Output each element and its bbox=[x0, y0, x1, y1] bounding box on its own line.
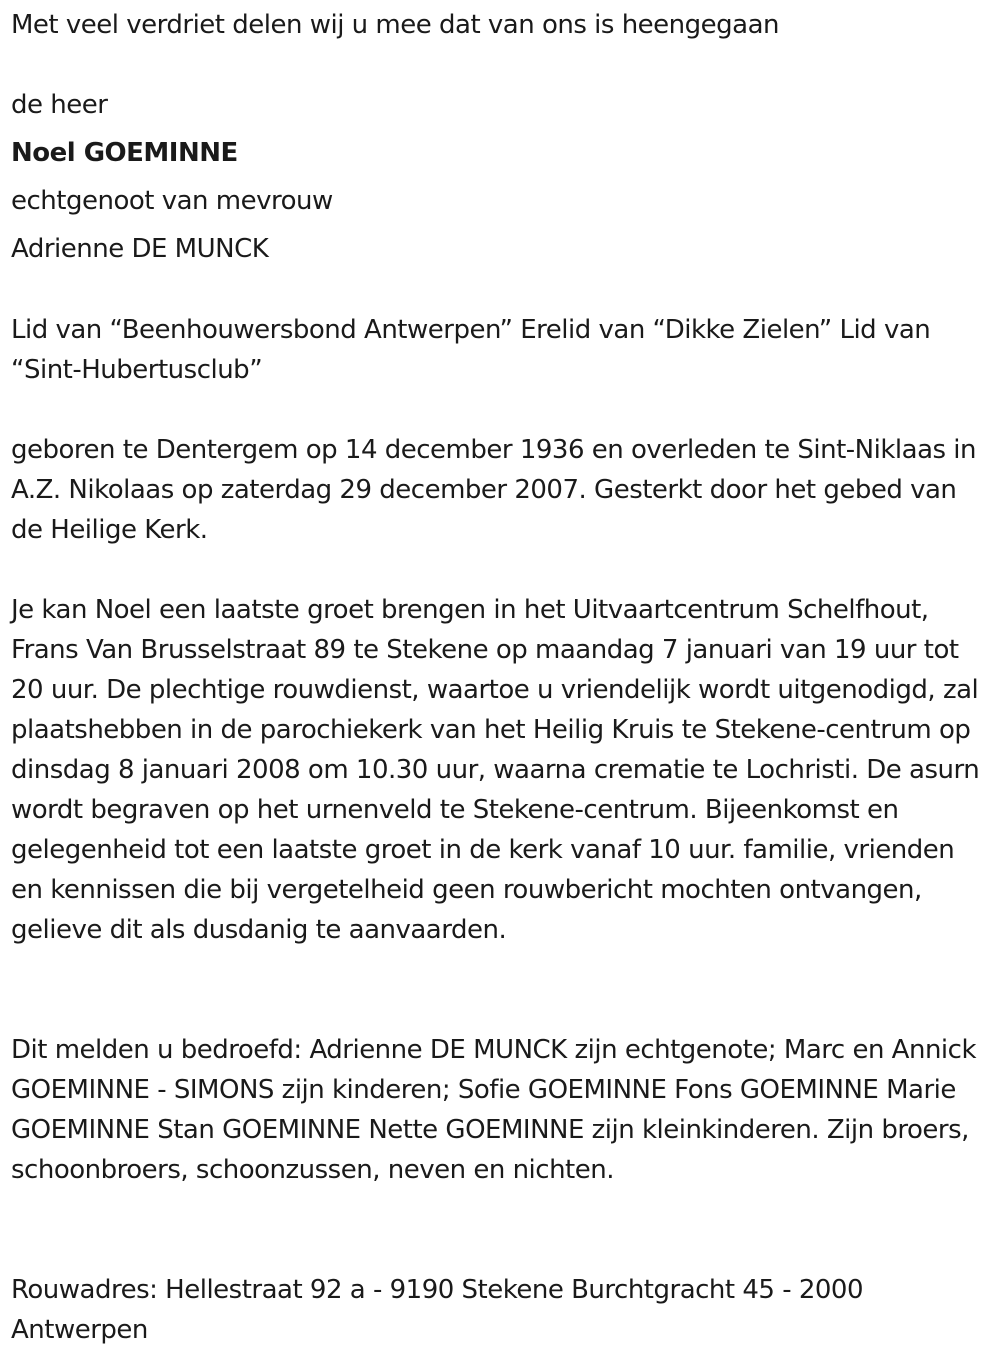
spouse-name: Adrienne DE MUNCK bbox=[11, 234, 269, 264]
memberships-paragraph: Lid van “Beenhouwersbond Antwerpen” Erelid van “Dikke Zielen” Lid van “Sint-Hubertusclub” bbox=[11, 315, 931, 385]
birth-death-paragraph: geboren te Dentergem op 14 december 1936 en overleden te Sint-Niklaas in A.Z. Nikolaas op zaterdag 29 december 2007. Gesterkt door het gebed van de Heilige Kerk. bbox=[11, 435, 977, 545]
intro-text: Met veel verdriet delen wij u mee dat van ons is heengegaan bbox=[11, 10, 779, 40]
salutation: de heer bbox=[11, 90, 108, 120]
relation-text: echtgenoot van mevrouw bbox=[11, 186, 333, 216]
deceased-name: Noel GOEMINNE bbox=[11, 138, 238, 168]
family-paragraph: Dit melden u bedroefd: Adrienne DE MUNCK zijn echtgenote; Marc en Annick GOEMINNE - SIMONS zijn kinderen; Sofie GOEMINNE Fons GOEMINNE Marie GOEMINNE Stan GOEMINNE Nette GOEMINNE zijn kleinkinderen. Zijn broers, schoonbroers, schoonzussen, neven en nichten. bbox=[11, 1035, 976, 1185]
funeral-paragraph: Je kan Noel een laatste groet brengen in het Uitvaartcentrum Schelfhout, Frans Van Brusselstraat 89 te Stekene op maandag 7 januari van 19 uur tot 20 uur. De plechtige rouwdienst, waartoe u vriendelijk wordt uitgenodigd, zal plaatshebben in de parochiekerk van het Heilig Kruis te Stekene-centrum op dinsdag 8 januari 2008 om 10.30 uur, waarna crematie te Lochristi. De asurn wordt begraven op het urnenveld te Stekene-centrum. Bijeenkomst en gelegenheid tot een laatste groet in de kerk vanaf 10 uur. familie, vrienden en kennissen die bij vergetelheid geen rouwbericht mochten ontvangen, gelieve dit als dusdanig te aanvaarden. bbox=[11, 595, 980, 945]
address-paragraph: Rouwadres: Hellestraat 92 a - 9190 Stekene Burchtgracht 45 - 2000 Antwerpen bbox=[11, 1275, 864, 1345]
